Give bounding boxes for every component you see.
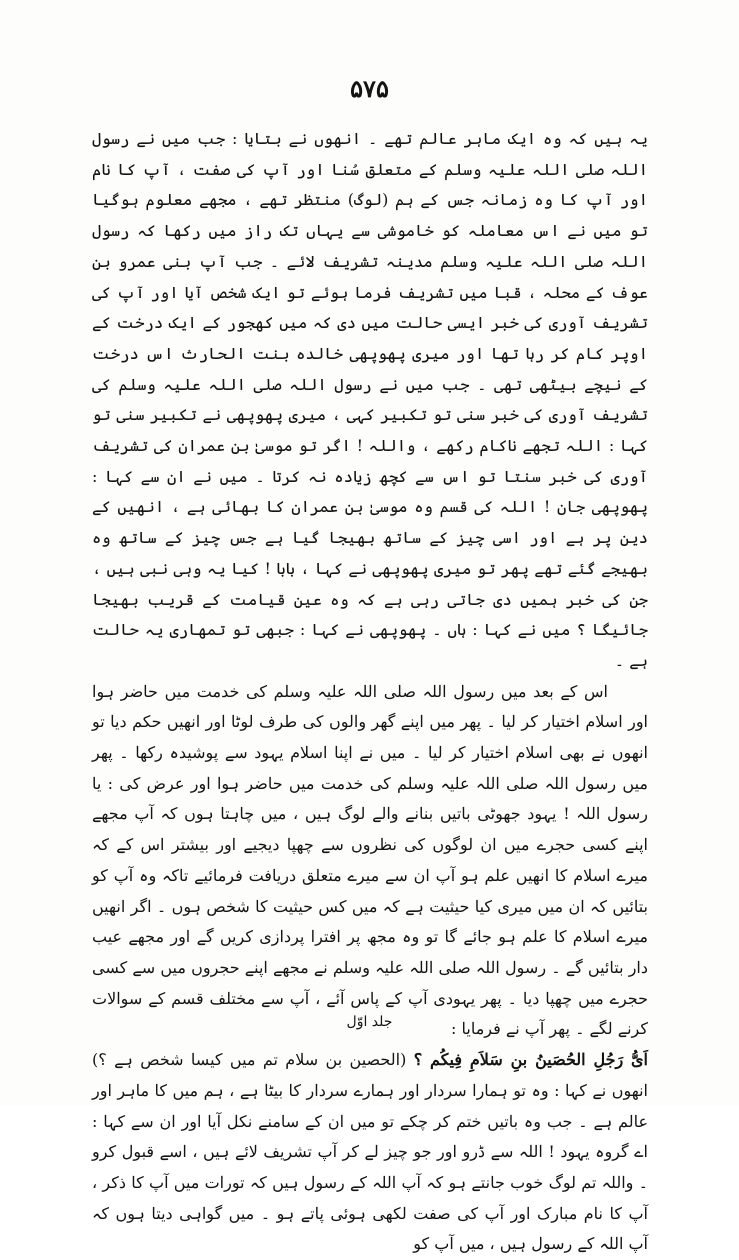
page-number: ۵۷۵ bbox=[350, 74, 389, 103]
paragraph-3 bbox=[92, 1045, 648, 1260]
volume-mark: جلد اوّل bbox=[346, 1014, 393, 1030]
page-body bbox=[92, 124, 648, 1260]
paragraph-2: اس کے بعد میں رسول اللہ صلی اللہ علیہ وسلم کی خدمت میں حاضر ہوا اور اسلام اختیار کر لیا ۔ پھر میں اپنے گھر والوں کی طرف لوٹا اور انھیں حکم دیا تو انھوں نے بھی اسلام اختیار کر لیا ۔ میں نے اپنا اسلام یہود سے پوشیدہ رکھا ۔ پھر میں رسول اللہ صلی اللہ علیہ وسلم کی خدمت میں حاضر ہوا اور عرض کی : یا رسول اللہ ! یہود جھوٹی باتیں بنانے والے لوگ ہیں ، میں چاہتا ہوں کہ آپ مجھے اپنے کسی حجرے میں ان لوگوں کی نظروں سے چھپا دیجیے اور بیشتر اس کے کہ میرے اسلام کا انھیں علم ہو آپ ان سے میرے متعلق دریافت فرمائیے تاکہ وہ آپ کو بتائیں کہ ان میں میری کیا حیثیت ہے کہ میں کس حیثیت کا شخص ہوں ۔ اگر انھیں میرے اسلام کا علم ہو جائے گا تو وہ مجھ پر افترا پردازی کریں گے اور مجھے عیب دار بتائیں گے ۔ رسول اللہ صلی اللہ علیہ وسلم نے مجھے اپنے حجروں میں سے کسی حجرے میں چھپا دیا ۔ پھر یہودی آپ کے پاس آئے ، آپ سے مختلف قسم کے سوالات کرنے لگے ۔ پھر آپ نے فرمایا : bbox=[92, 681, 648, 1039]
paragraph-1: یہ ہیں کہ وہ ایک ماہر عالم تھے ۔ انھوں نے بتایا : جب میں نے رسول اللہ صلی اللہ علیہ وسلم کے متعلق سُنا اور آپ کی صفت ، آپ کا نام اور آپ کا وہ زمانہ جس کے ہم (لوگ) منتظر تھے ، مجھے معلوم ہوگیا تو میں نے اس معاملہ کو خاموشی سے یہاں تک راز میں رکھا کہ رسول اللہ صلی اللہ علیہ وسلم مدینہ تشریف لائے ۔ جب آپ بنی عمرو بن عوف کے محلہ ، قبا میں تشریف فرما ہوئے تو ایک شخص آیا اور آپ کی تشریف آوری کی خبر ایسی حالت میں دی کہ میں کھجور کے ایک درخت کے اوپر کام کر رہا تھا اور میری پھوپھی خالدہ بنت الحارث اس درخت کے نیچے بیٹھی تھی ۔ جب میں نے رسول اللہ صلی اللہ علیہ وسلم کی تشریف آوری کی خبر سنی تو تکبیر کہی ، میری پھوپھی نے تکبیر سنی تو کہا : اللہ تجھے ناکام رکھے ، واللہ ! اگر تو موسیٰ بن عمران کی تشریف آوری کی خبر سنتا تو اس سے کچھ زیادہ نہ کرتا ۔ میں نے ان سے کہا : پھوپھی جان ! اللہ کی قسم وہ موسیٰ بن عمران کا بھائی ہے ، انھیں کے دین پر ہے اور اسی چیز کے ساتھ بھیجا گیا ہے جس چیز کے ساتھ وہ بھیجے گئے تھے پھر تو میری پھوپھی نے کہا ، بابا ! کیا یہ وہی نبی ہیں ، جن کی خبر ہمیں دی جاتی رہی ہے کہ وہ عین قیامت کے قریب بھیجا جائیگا ؟ میں نے کہا : ہاں ۔ پھوپھی نے کہا : جبھی تو تمھاری یہ حالت ہے ۔ bbox=[92, 129, 648, 670]
paragraph-3-text: (الحصین بن سلام تم میں کیسا شخص ہے ؟) انھوں نے کہا : وہ تو ہمارا سردار اور ہمارے سردار کا بیٹا ہے ، ہم میں کا ماہر اور عالم ہے ۔ جب وہ باتیں ختم کر چکے تو میں ان کے سامنے نکل آیا اور ان سے کہا : اے گروہ یہود ! اللہ سے ڈرو اور جو چیز لے کر آپ تشریف لائے ہیں ، اسے قبول کرو ۔ واللہ تم لوگ خوب جانتے ہو کہ آپ اللہ کے رسول ہیں کہ تورات میں آپ کا ذکر ، آپ کا نام مبارک اور آپ کی صفت لکھی ہوئی پاتے ہو ۔ میں گواہی دیتا ہوں کہ آپ اللہ کے رسول ہیں ، میں آپ کو bbox=[92, 1050, 648, 1254]
arabic-quote: اَیُّ رَجُلِِ الحُصَینُ بنِ سَلاَمِِ فِیکُم ؟ bbox=[413, 1050, 649, 1070]
